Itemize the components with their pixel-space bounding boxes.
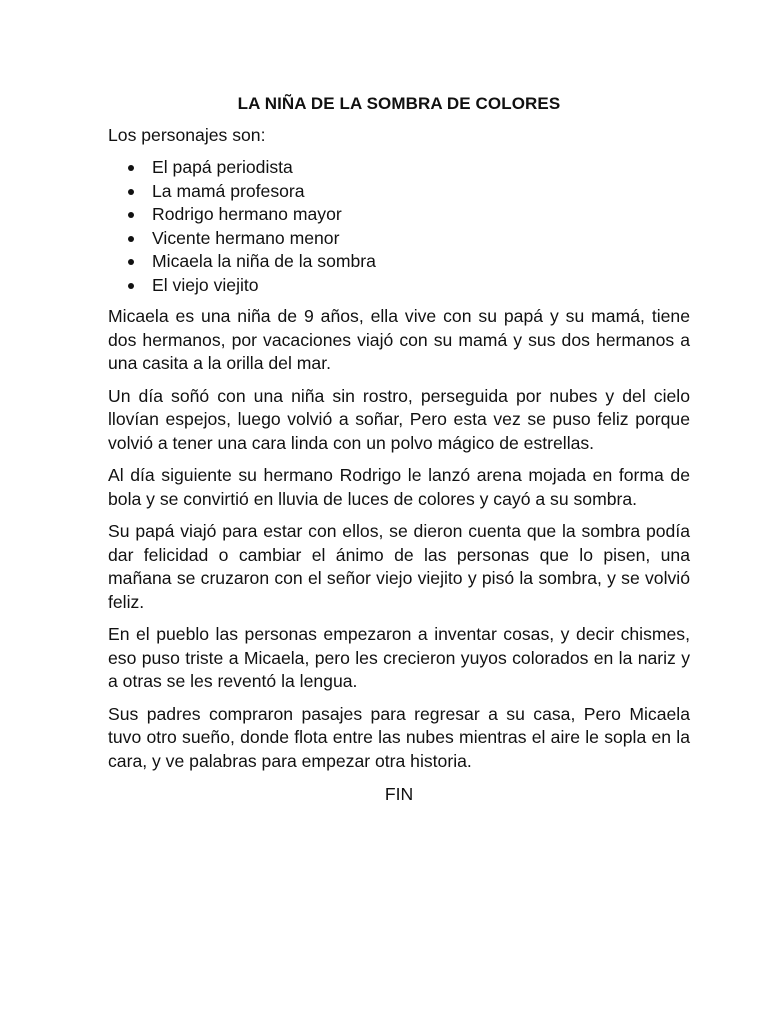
bullet-icon	[128, 212, 134, 218]
story-ending: FIN	[384, 784, 414, 804]
bullet-icon	[128, 165, 134, 171]
bullet-icon	[128, 259, 134, 265]
character-name: El viejo viejito	[152, 274, 259, 295]
list-item	[108, 227, 690, 251]
story-paragraph-3: Al día siguiente su hermano Rodrigo le lanzó arena mojada en forma de bola y se convirtió en lluvia de luces de colores y cayó a su sombra.	[108, 465, 690, 509]
document-content	[108, 92, 690, 807]
list-item	[108, 203, 690, 227]
story-paragraph-6: Sus padres compraron pasajes para regresar a su casa, Pero Micaela tuvo otro sueño, donde flota entre las nubes mientras el aire le sopla en la cara, y ve palabras para empezar otra historia.	[108, 703, 690, 771]
story-paragraph-4: Su papá viajó para estar con ellos, se dieron cuenta que la sombra podía dar felicidad o cambiar el ánimo de las personas que lo pisen, una mañana se cruzaron con el señor viejo viejito y pisó la sombra, y se volvió feliz.	[108, 521, 690, 612]
bullet-icon	[128, 236, 134, 242]
story-paragraph-1: Micaela es una niña de 9 años, ella vive con su papá y su mamá, tiene dos hermanos, por vacaciones viajó con su mamá y sus dos hermanos a una casita a la orilla del mar.	[108, 306, 690, 373]
character-name: Micaela la niña de la sombra	[152, 251, 376, 271]
list-item	[108, 180, 690, 204]
list-item	[108, 156, 690, 180]
character-name: La mamá profesora	[152, 180, 305, 201]
characters-list	[108, 156, 690, 297]
character-name: El papá periodista	[152, 157, 293, 177]
bullet-icon	[128, 283, 134, 289]
character-name: Vicente hermano menor	[152, 227, 340, 248]
document-title: LA NIÑA DE LA SOMBRA DE COLORES	[237, 94, 561, 113]
character-name: Rodrigo hermano mayor	[152, 204, 342, 224]
story-paragraph-2: Un día soñó con una niña sin rostro, perseguida por nubes y del cielo llovían espejos, luego volvió a soñar, Pero esta vez se puso feliz porque volvió a tener una cara linda con un polvo mágico de estrellas.	[108, 385, 690, 453]
story-paragraph-5: En el pueblo las personas empezaron a inventar cosas, y decir chismes, eso puso triste a Micaela, pero les crecieron yuyos colorados en la nariz y a otras se les reventó la lengua.	[108, 624, 690, 691]
characters-intro: Los personajes son:	[108, 124, 266, 145]
list-item	[108, 250, 690, 274]
list-item	[108, 274, 690, 298]
bullet-icon	[128, 189, 134, 195]
